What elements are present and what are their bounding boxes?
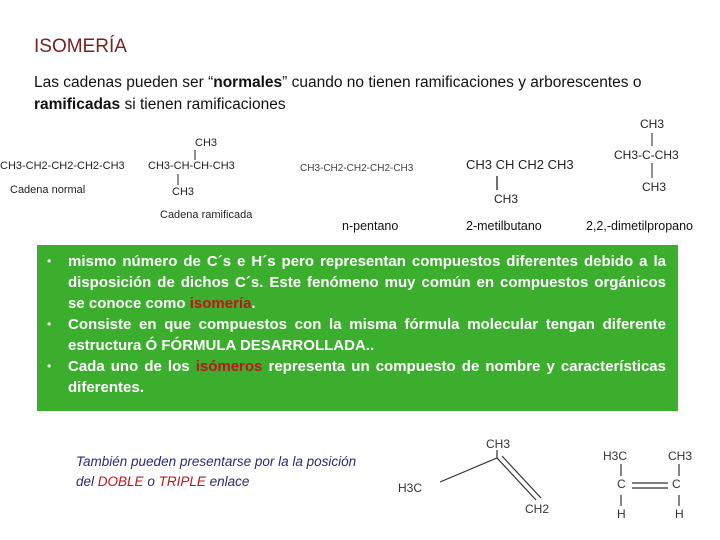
list-item: • mismo número de C´s e H´s pero representan compuestos diferentes debido a la disposición de dichos C´s. Este fenómeno muy común en compuestos orgánicos se conoce como isomería.	[47, 253, 666, 312]
label-n-pentane: n-pentano	[342, 219, 399, 233]
formula-branched-chain: CH3-CH-CH-CH3	[148, 160, 235, 172]
intro-bold-normales: normales	[213, 74, 283, 91]
list-item: • Consiste en que compuestos con la misma fórmula molecular tengan diferente estructura Ó FÓRMULA DESARROLLADA..	[47, 316, 666, 354]
caption-branched-chain: Cadena ramificada	[160, 209, 253, 221]
intro-text: Las cadenas pueden ser “	[34, 74, 214, 91]
note-triple: TRIPLE	[158, 474, 206, 489]
intro-text: ” cuando no tienen ramificaciones y arborescentes o	[282, 74, 642, 91]
formula-branched-top: CH3	[195, 137, 218, 149]
formula-2-methylbutane-bottom: CH3	[494, 192, 519, 206]
caption-normal-chain: Cadena normal	[10, 184, 86, 196]
definition-list	[47, 251, 666, 398]
alkene-top-left-group: H3C	[603, 449, 628, 463]
label-2-methylbutane: 2-metilbutano	[466, 219, 542, 233]
highlight-isomeros: isómeros	[195, 358, 263, 375]
formula-branched-bottom: CH3	[172, 186, 195, 198]
highlight-isomeria: isomería	[189, 295, 252, 312]
bullet-icon: •	[47, 317, 52, 331]
page-title: ISOMERÍA	[34, 36, 127, 57]
formula-2-methylbutane: CH3 CH CH2 CH3	[466, 157, 574, 172]
formula-dimethylpropane-top: CH3	[640, 117, 665, 131]
label-dimethylpropane: 2,2,-dimetilpropano	[586, 219, 694, 233]
bullet-icon: •	[47, 359, 52, 373]
note-doble: DOBLE	[97, 474, 144, 489]
bullet-icon: •	[47, 254, 52, 268]
formula-normal-chain: CH3-CH2-CH2-CH2-CH3	[0, 160, 125, 172]
list-item: • Cada uno de los isómeros representa un compuesto de nombre y características diferentes.	[47, 358, 666, 396]
alkene-top-right-group: CH3	[668, 449, 693, 463]
butene-bottom-group: CH2	[525, 502, 550, 516]
butene-top-group: CH3	[486, 437, 511, 451]
intro-bold-ramificadas: ramificadas	[34, 96, 121, 113]
intro-text: si tienen ramificaciones	[120, 96, 286, 113]
formula-n-pentane: CH3-CH2-CH2-CH2-CH3	[300, 163, 414, 174]
alkene-hydrogen-left: H	[617, 507, 626, 521]
alkene-carbon-right: C	[672, 477, 681, 491]
formula-dimethylpropane-chain: CH3-C-CH3	[614, 148, 679, 162]
isomerism-definition-box	[37, 245, 678, 411]
double-triple-bond-note: También pueden presentarse por la la posición del DOBLE o TRIPLE enlace	[76, 454, 357, 489]
alkene-hydrogen-right: H	[675, 507, 684, 521]
formula-dimethylpropane-bottom: CH3	[642, 180, 667, 194]
butene-left-group: H3C	[398, 481, 423, 495]
alkene-carbon-left: C	[617, 477, 626, 491]
